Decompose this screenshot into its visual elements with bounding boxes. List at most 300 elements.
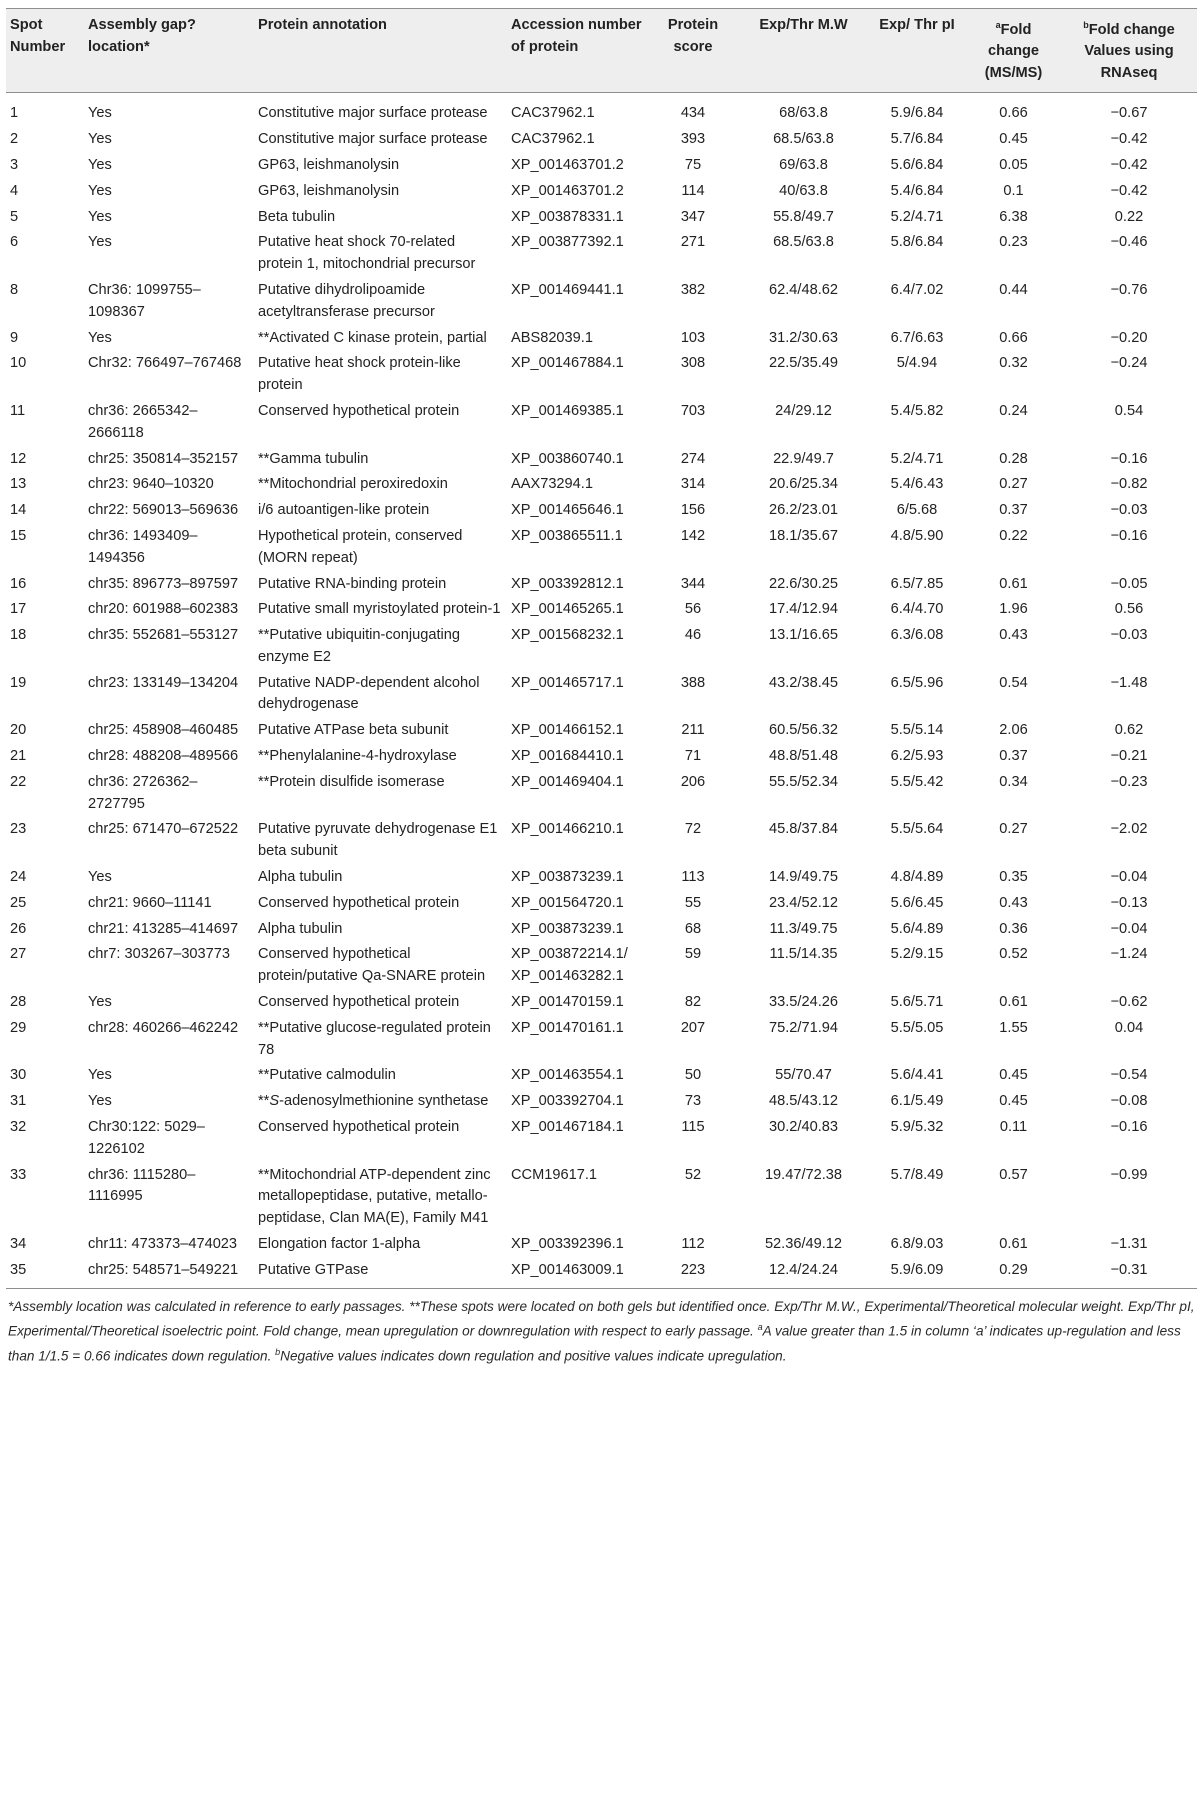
cell-protein-annotation: **Gamma tubulin [258,450,369,467]
cell-spot-number: 3 [10,156,19,173]
cell-spot-number: 32 [10,1119,27,1136]
cell-isoelectric-point: 6.4/4.70 [890,601,944,618]
cell-protein-score: 274 [680,450,706,467]
cell-molecular-weight: 11.5/14.35 [769,946,838,963]
cell-accession-number: XP_001466152.1 [511,722,624,739]
cell-assembly-location: chr35: 552681–553127 [88,627,239,644]
header-assembly-gap: Assembly gap? location* [84,9,254,93]
cell-assembly-location: chr25: 548571–549221 [88,1261,239,1278]
cell-accession-number: XP_001463009.1 [511,1261,624,1278]
cell-fold-change-msms: 0.24 [999,402,1028,419]
cell-spot-number: 29 [10,1019,27,1036]
table-row [6,524,1197,572]
cell-fold-change-msms: 1.96 [999,601,1028,618]
cell-protein-score: 56 [684,601,702,618]
cell-molecular-weight: 48.8/51.48 [769,748,838,765]
cell-assembly-location: Yes [88,329,112,346]
cell-fold-change-rnaseq: −0.31 [1110,1261,1148,1278]
cell-isoelectric-point: 5.6/6.84 [890,156,944,173]
cell-spot-number: 18 [10,627,27,644]
footnote-sup-b: b [275,1346,281,1357]
cell-protein-annotation: Conserved hypothetical protein [258,894,460,911]
cell-molecular-weight: 55.8/49.7 [773,208,834,225]
cell-spot-number: 17 [10,601,27,618]
header-isoelectric-point: Exp/ Thr pI [868,9,966,93]
cell-assembly-location: chr36: 1493409–1494356 [88,527,198,566]
cell-molecular-weight: 43.2/38.45 [769,674,838,691]
cell-fold-change-msms: 0.45 [999,131,1028,148]
cell-molecular-weight: 11.3/49.75 [769,920,838,937]
cell-isoelectric-point: 6.4/7.02 [890,281,944,298]
cell-protein-score: 206 [680,773,706,790]
cell-protein-annotation: Putative GTPase [258,1261,369,1278]
cell-isoelectric-point: 5.5/5.64 [890,821,944,838]
cell-spot-number: 24 [10,869,27,886]
table-footnote [6,1289,1197,1367]
cell-protein-score: 68 [684,920,702,937]
cell-protein-annotation: **S-adenosylmethionine synthetase [258,1093,489,1110]
cell-protein-score: 393 [680,131,706,148]
cell-assembly-location: chr7: 303267–303773 [88,946,231,963]
cell-protein-score: 347 [680,208,706,225]
cell-spot-number: 28 [10,994,27,1011]
cell-molecular-weight: 68/63.8 [779,105,828,122]
cell-fold-change-msms: 0.66 [999,329,1028,346]
cell-assembly-location: chr20: 601988–602383 [88,601,239,618]
footnote-text-1: *Assembly location was calculated in reference to early passages. **These spots were located on both gels but identified once. Exp/Thr M.W., Experimental/Theoretical molecular weight. Exp/Thr pI, Experimental/Theoretical isoelectric point. Fold change, mean upregulation or downregulation with respect to early passage. [8,1298,1195,1339]
cell-protein-annotation: Beta tubulin [258,208,336,225]
cell-assembly-location: Chr36: 1099755–1098367 [88,281,201,320]
cell-assembly-location: Yes [88,182,112,199]
table-row [6,472,1197,498]
cell-accession-number: XP_001465646.1 [511,502,624,519]
cell-accession-number: XP_001568232.1 [511,627,624,644]
cell-protein-annotation: Alpha tubulin [258,920,343,937]
header-accession-number: Accession number of protein [507,9,647,93]
cell-protein-score: 156 [680,502,706,519]
cell-fold-change-msms: 0.29 [999,1261,1028,1278]
cell-assembly-location: Yes [88,156,112,173]
cell-isoelectric-point: 6.3/6.08 [890,627,944,644]
cell-spot-number: 27 [10,946,27,963]
cell-protein-annotation: Putative dihydrolipoamide acetyltransferase precursor [258,281,435,320]
cell-fold-change-rnaseq: 0.54 [1114,402,1144,419]
cell-molecular-weight: 68.5/63.8 [773,234,834,251]
cell-protein-annotation: Putative heat shock protein-like protein [258,355,461,394]
cell-fold-change-rnaseq: −0.54 [1110,1067,1148,1084]
cell-assembly-location: Yes [88,1093,112,1110]
cell-protein-score: 344 [680,575,706,592]
cell-fold-change-msms: 0.37 [999,748,1028,765]
cell-accession-number: XP_003873239.1 [511,869,624,886]
cell-protein-score: 112 [681,1236,705,1253]
cell-molecular-weight: 18.1/35.67 [769,527,838,544]
table-body [6,93,1197,1288]
cell-assembly-location: chr25: 458908–460485 [88,722,239,739]
cell-accession-number: XP_003878331.1 [511,208,624,225]
cell-fold-change-msms: 0.35 [999,869,1028,886]
cell-assembly-location: chr21: 9660–11141 [88,894,212,911]
cell-protein-annotation: **Activated C kinase protein, partial [258,329,487,346]
cell-isoelectric-point: 5.4/6.43 [890,476,944,493]
cell-protein-score: 271 [680,234,706,251]
cell-fold-change-rnaseq: −0.20 [1110,329,1148,346]
cell-molecular-weight: 45.8/37.84 [769,821,838,838]
cell-fold-change-msms: 0.34 [999,773,1028,790]
table-row [6,1232,1197,1258]
cell-molecular-weight: 48.5/43.12 [769,1093,838,1110]
cell-molecular-weight: 60.5/56.32 [769,722,838,739]
table-row [6,770,1197,818]
cell-isoelectric-point: 5/4.94 [896,355,938,372]
table-row [6,230,1197,278]
cell-spot-number: 15 [10,527,27,544]
cell-assembly-location: chr23: 9640–10320 [88,476,214,493]
cell-protein-annotation: **Mitochondrial peroxiredoxin [258,476,448,493]
cell-accession-number: CCM19617.1 [511,1166,597,1183]
cell-assembly-location: Yes [88,105,112,122]
cell-accession-number: ABS82039.1 [511,329,593,346]
cell-isoelectric-point: 5.7/6.84 [890,131,944,148]
cell-protein-annotation: Hypothetical protein, conserved (MORN repeat) [258,527,463,566]
cell-assembly-location: Yes [88,1067,112,1084]
cell-fold-change-msms: 0.1 [1003,182,1024,199]
cell-molecular-weight: 22.5/35.49 [769,355,838,372]
cell-accession-number: XP_001469441.1 [511,281,624,298]
cell-isoelectric-point: 5.6/4.89 [890,920,944,937]
cell-accession-number: XP_001467884.1 [511,355,624,372]
cell-spot-number: 1 [10,105,19,122]
cell-fold-change-rnaseq: −0.16 [1110,527,1148,544]
cell-assembly-location: Chr32: 766497–767468 [88,355,242,372]
footnote-sup-a: a [757,1322,763,1333]
cell-fold-change-rnaseq: −0.03 [1110,502,1148,519]
cell-molecular-weight: 14.9/49.75 [769,869,838,886]
cell-fold-change-rnaseq: −0.04 [1110,920,1148,937]
protein-table [6,8,1197,1289]
cell-assembly-location: chr35: 896773–897597 [88,575,239,592]
cell-molecular-weight: 26.2/23.01 [769,502,838,519]
cell-fold-change-msms: 0.66 [999,105,1028,122]
cell-accession-number: XP_001467184.1 [511,1119,624,1136]
header-molecular-weight: Exp/Thr M.W [739,9,868,93]
cell-accession-number: XP_001564720.1 [511,894,624,911]
cell-protein-score: 434 [680,105,706,122]
cell-fold-change-rnaseq: −0.76 [1110,281,1148,298]
cell-spot-number: 34 [10,1236,27,1253]
table-row [6,179,1197,205]
cell-isoelectric-point: 5.2/4.71 [890,208,944,225]
cell-protein-score: 50 [684,1067,702,1084]
cell-spot-number: 10 [10,355,27,372]
table-row [6,153,1197,179]
cell-fold-change-msms: 6.38 [999,208,1028,225]
cell-spot-number: 8 [10,281,19,298]
cell-fold-change-msms: 0.61 [999,1236,1028,1253]
cell-isoelectric-point: 5.6/6.45 [890,894,944,911]
cell-fold-change-rnaseq: −0.42 [1110,156,1148,173]
cell-protein-score: 46 [684,627,702,644]
cell-isoelectric-point: 5.7/8.49 [890,1166,944,1183]
cell-fold-change-msms: 0.37 [999,502,1028,519]
cell-isoelectric-point: 6.1/5.49 [890,1093,944,1110]
cell-isoelectric-point: 5.9/6.09 [890,1261,944,1278]
cell-protein-annotation: Constitutive major surface protease [258,105,488,122]
cell-spot-number: 2 [10,131,19,148]
cell-spot-number: 31 [10,1093,27,1110]
cell-protein-annotation: Alpha tubulin [258,869,343,886]
cell-spot-number: 16 [10,575,27,592]
cell-protein-score: 52 [684,1166,702,1183]
cell-molecular-weight: 22.9/49.7 [773,450,834,467]
cell-isoelectric-point: 5.5/5.05 [890,1019,944,1036]
cell-assembly-location: Chr30:122: 5029–1226102 [88,1119,205,1157]
cell-fold-change-msms: 0.61 [999,994,1028,1011]
cell-isoelectric-point: 6/5.68 [896,502,938,519]
cell-fold-change-msms: 0.44 [999,281,1028,298]
cell-protein-annotation: Conserved hypothetical protein [258,402,460,419]
cell-molecular-weight: 40/63.8 [779,182,828,199]
cell-fold-change-rnaseq: −1.48 [1110,674,1148,691]
cell-protein-score: 75 [684,156,702,173]
cell-protein-score: 223 [680,1261,706,1278]
cell-accession-number: XP_001470159.1 [511,994,624,1011]
cell-molecular-weight: 30.2/40.83 [769,1119,838,1136]
cell-isoelectric-point: 5.9/6.84 [890,105,944,122]
cell-molecular-weight: 62.4/48.62 [769,281,838,298]
cell-molecular-weight: 13.1/16.65 [769,627,838,644]
table-row [6,1163,1197,1232]
cell-accession-number: XP_001463701.2 [511,156,624,173]
cell-fold-change-msms: 0.05 [999,156,1028,173]
table-row [6,1089,1197,1115]
cell-isoelectric-point: 4.8/5.90 [890,527,944,544]
table-row [6,671,1197,719]
cell-fold-change-rnaseq: −0.04 [1110,869,1148,886]
cell-spot-number: 14 [10,502,27,519]
cell-protein-annotation: Putative small myristoylated protein-1 [258,601,501,618]
cell-protein-annotation: Conserved hypothetical protein [258,994,460,1011]
cell-spot-number: 23 [10,821,27,838]
footnote-text-3: Negative values indicates down regulation and positive values indicate upregulation. [280,1348,787,1364]
cell-accession-number: XP_003873239.1 [511,920,624,937]
cell-molecular-weight: 69/63.8 [779,156,828,173]
cell-protein-score: 71 [684,748,702,765]
cell-molecular-weight: 55/70.47 [775,1067,832,1084]
cell-spot-number: 13 [10,476,27,493]
table-row [6,399,1197,447]
header-protein-score: Protein score [647,9,739,93]
cell-assembly-location: Yes [88,994,112,1011]
cell-spot-number: 33 [10,1166,27,1183]
footnote-text-2: A value greater than 1.5 in column ‘a’ indicates up-regulation and less than 1/1.5 = 0.66 indicates down regulation. [8,1323,1181,1364]
table-row [6,917,1197,943]
cell-protein-annotation: Conserved hypothetical protein/putative Qa-SNARE protein [258,946,486,985]
cell-protein-annotation: **Putative calmodulin [258,1067,396,1084]
cell-protein-score: 207 [680,1019,706,1036]
table-row [6,326,1197,352]
cell-accession-number: AAX73294.1 [511,476,593,493]
cell-assembly-location: chr28: 488208–489566 [88,748,239,765]
cell-fold-change-rnaseq: 0.62 [1114,722,1144,739]
cell-spot-number: 19 [10,674,27,691]
cell-protein-annotation: Putative heat shock 70-related protein 1, mitochondrial precursor [258,234,476,273]
cell-molecular-weight: 23.4/52.12 [769,894,838,911]
table-row [6,990,1197,1016]
cell-molecular-weight: 75.2/71.94 [769,1019,838,1036]
cell-assembly-location: Yes [88,208,112,225]
cell-molecular-weight: 22.6/30.25 [769,575,838,592]
cell-molecular-weight: 55.5/52.34 [769,773,838,790]
cell-fold-change-rnaseq: −0.05 [1110,575,1148,592]
cell-protein-annotation: **Phenylalanine-4-hydroxylase [258,748,457,765]
cell-protein-annotation: Constitutive major surface protease [258,131,488,148]
cell-accession-number: XP_003872214.1/ XP_001463282.1 [511,946,628,985]
header-fold-change-rnaseq-label: Fold change Values using RNAseq [1084,21,1175,81]
cell-protein-score: 308 [680,355,706,372]
cell-accession-number: XP_001469385.1 [511,402,624,419]
table-row [6,744,1197,770]
table-row [6,718,1197,744]
cell-spot-number: 35 [10,1261,27,1278]
cell-fold-change-msms: 0.43 [999,627,1028,644]
table-row [6,891,1197,917]
cell-fold-change-rnaseq: −0.67 [1110,105,1148,122]
cell-spot-number: 20 [10,722,27,739]
cell-fold-change-msms: 1.55 [999,1019,1028,1036]
italic-s-prefix: S [269,1093,280,1110]
cell-fold-change-rnaseq: −0.42 [1110,131,1148,148]
cell-assembly-location: chr36: 2726362–2727795 [88,773,198,812]
cell-protein-score: 142 [680,527,706,544]
cell-assembly-location: chr22: 569013–569636 [88,502,239,519]
cell-isoelectric-point: 5.6/5.71 [890,994,944,1011]
cell-accession-number: XP_003392704.1 [511,1093,624,1110]
cell-accession-number: XP_001465717.1 [511,674,624,691]
cell-protein-annotation: Conserved hypothetical protein [258,1119,460,1136]
cell-spot-number: 9 [10,329,19,346]
cell-accession-number: XP_003392396.1 [511,1236,624,1253]
cell-protein-score: 103 [680,329,706,346]
cell-accession-number: XP_003860740.1 [511,450,624,467]
cell-fold-change-rnaseq: 0.04 [1114,1019,1144,1036]
cell-molecular-weight: 68.5/63.8 [773,131,834,148]
cell-protein-score: 82 [684,994,702,1011]
cell-fold-change-msms: 0.11 [999,1119,1028,1136]
header-protein-annotation: Protein annotation [254,9,507,93]
table-row [6,597,1197,623]
table-row [6,127,1197,153]
cell-fold-change-rnaseq: −0.42 [1110,182,1148,199]
cell-isoelectric-point: 5.2/4.71 [890,450,944,467]
cell-fold-change-rnaseq: −0.62 [1110,994,1148,1011]
table-row [6,1016,1197,1064]
cell-fold-change-msms: 0.32 [999,355,1028,372]
table-row [6,351,1197,399]
header-spot-number: Spot Number [6,9,84,93]
cell-fold-change-rnaseq: −0.03 [1110,627,1148,644]
cell-fold-change-rnaseq: −0.16 [1110,1119,1148,1136]
cell-molecular-weight: 17.4/12.94 [769,601,838,618]
cell-fold-change-rnaseq: −1.31 [1110,1236,1148,1253]
cell-spot-number: 26 [10,920,27,937]
cell-protein-score: 59 [684,946,702,963]
table-row [6,942,1197,990]
cell-isoelectric-point: 5.5/5.42 [890,773,944,790]
table-row [6,447,1197,473]
cell-fold-change-rnaseq: −0.99 [1110,1166,1148,1183]
cell-protein-annotation: Putative NADP-dependent alcohol dehydrogenase [258,674,480,713]
table-row [6,817,1197,865]
cell-protein-score: 113 [681,869,705,886]
cell-assembly-location: chr25: 350814–352157 [88,450,239,467]
cell-protein-annotation: Putative RNA-binding protein [258,575,447,592]
cell-isoelectric-point: 6.8/9.03 [890,1236,944,1253]
cell-spot-number: 12 [10,450,27,467]
cell-fold-change-msms: 0.22 [999,527,1028,544]
cell-fold-change-rnaseq: −0.24 [1110,355,1148,372]
cell-fold-change-msms: 0.27 [999,821,1028,838]
cell-spot-number: 25 [10,894,27,911]
cell-protein-annotation: **Putative glucose-regulated protein 78 [258,1019,491,1058]
cell-assembly-location: chr28: 460266–462242 [88,1019,239,1036]
cell-fold-change-msms: 0.43 [999,894,1028,911]
cell-fold-change-msms: 0.36 [999,920,1028,937]
cell-fold-change-msms: 0.23 [999,234,1028,251]
cell-assembly-location: chr21: 413285–414697 [88,920,239,937]
cell-isoelectric-point: 5.4/5.82 [890,402,944,419]
table-row [6,278,1197,326]
cell-protein-annotation: GP63, leishmanolysin [258,182,400,199]
cell-protein-score: 314 [680,476,706,493]
cell-protein-score: 115 [681,1119,705,1136]
cell-accession-number: CAC37962.1 [511,131,595,148]
cell-fold-change-msms: 0.52 [999,946,1028,963]
cell-fold-change-rnaseq: 0.56 [1114,601,1144,618]
table-row [6,498,1197,524]
cell-assembly-location: chr23: 133149–134204 [88,674,239,691]
cell-molecular-weight: 24/29.12 [775,402,832,419]
header-row [6,9,1197,93]
cell-assembly-location: Yes [88,234,112,251]
cell-spot-number: 4 [10,182,19,199]
cell-fold-change-msms: 0.45 [999,1093,1028,1110]
cell-accession-number: XP_001463701.2 [511,182,624,199]
table-row [6,623,1197,671]
cell-accession-number: XP_001463554.1 [511,1067,624,1084]
cell-isoelectric-point: 5.5/5.14 [890,722,944,739]
cell-accession-number: XP_001469404.1 [511,773,624,790]
cell-protein-score: 211 [681,722,705,739]
cell-assembly-location: chr11: 473373–474023 [88,1236,238,1253]
cell-assembly-location: chr25: 671470–672522 [88,821,239,838]
cell-spot-number: 5 [10,208,19,225]
cell-protein-score: 114 [681,182,705,199]
cell-accession-number: XP_001465265.1 [511,601,624,618]
cell-fold-change-rnaseq: −0.23 [1110,773,1148,790]
cell-protein-annotation: Putative pyruvate dehydrogenase E1 beta subunit [258,821,498,860]
cell-protein-score: 55 [684,894,702,911]
cell-fold-change-rnaseq: 0.22 [1114,208,1144,225]
cell-protein-annotation: **Protein disulfide isomerase [258,773,445,790]
cell-fold-change-rnaseq: −0.16 [1110,450,1148,467]
cell-accession-number: XP_003877392.1 [511,234,624,251]
cell-molecular-weight: 12.4/24.24 [769,1261,838,1278]
cell-fold-change-rnaseq: −0.82 [1110,476,1148,493]
cell-molecular-weight: 31.2/30.63 [769,329,838,346]
cell-accession-number: XP_003865511.1 [511,527,623,544]
cell-fold-change-msms: 2.06 [999,722,1028,739]
